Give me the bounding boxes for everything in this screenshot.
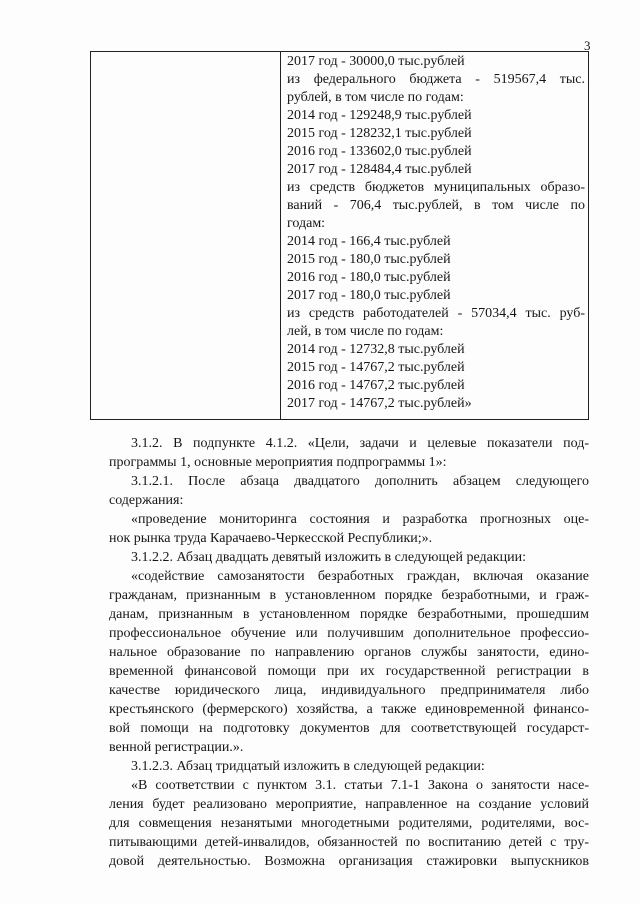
amendment-text <box>109 434 589 871</box>
paragraph-line: «содействие самозанятости безработных граждан, включая оказание <box>131 569 589 584</box>
paragraph-line: довой деятельностью. Возможна организация стажировки выпускников <box>109 854 589 869</box>
paragraph-line: 3.1.2. В подпункте 4.1.2. «Цели, задачи и целевые показатели под- <box>131 436 589 451</box>
table-line: 2014 год - 12732,8 тыс.рублей <box>287 342 465 357</box>
table-line: 2016 год - 133602,0 тыс.рублей <box>287 144 472 159</box>
table-line: 2017 год - 128484,4 тыс.рублей <box>287 162 472 177</box>
table-line: 2017 год - 14767,2 тыс.рублей» <box>287 396 472 411</box>
table-line: из федерального бюджета - 519567,4 тыс. <box>287 72 585 87</box>
paragraph-line: венной регистрации.». <box>109 740 244 755</box>
paragraph-line: «проведение мониторинга состояния и разработка прогнозных оце- <box>131 512 589 527</box>
paragraph-line: вой помощи на подготовку документов для соответствующей государст- <box>109 721 589 736</box>
paragraph-line: 3.1.2.3. Абзац тридцатый изложить в следующей редакции: <box>131 759 485 774</box>
paragraph-line: 3.1.2.2. Абзац двадцать девятый изложить в следующей редакции: <box>131 550 526 565</box>
paragraph-line: содержания: <box>109 493 184 508</box>
table-line: лей, в том числе по годам: <box>287 324 444 339</box>
table-line: 2015 год - 180,0 тыс.рублей <box>287 252 451 267</box>
table-line: из средств работодателей - 57034,4 тыс. руб- <box>287 306 585 321</box>
table-line: рублей, в том числе по годам: <box>287 90 464 105</box>
paragraph-line: профессиональное обучение или получившим дополнительное профессио- <box>109 626 589 641</box>
paragraph-line: питывающими детей-инвалидов, обязанностей по воспитанию детей с тру- <box>109 835 589 850</box>
paragraph-line: нальное образование по направлению органов службы занятости, едино- <box>109 645 589 660</box>
table-line: ваний - 706,4 тыс.рублей, в том числе по <box>287 198 585 213</box>
paragraph-line: гражданам, признанным в установленном порядке безработными, и граж- <box>109 588 589 603</box>
table-line: 2017 год - 180,0 тыс.рублей <box>287 288 451 303</box>
table-line: 2014 год - 166,4 тыс.рублей <box>287 234 451 249</box>
table-line: 2015 год - 14767,2 тыс.рублей <box>287 360 465 375</box>
table-line: 2016 год - 180,0 тыс.рублей <box>287 270 451 285</box>
paragraph-line: качестве юридического лица, индивидуального предпринимателя либо <box>109 683 589 698</box>
paragraph-line: временной финансовой помощи при их государственной регистрации в <box>109 664 589 679</box>
table-line: 2015 год - 128232,1 тыс.рублей <box>287 126 472 141</box>
table-line: 2017 год - 30000,0 тыс.рублей <box>287 54 465 69</box>
funding-table <box>90 51 589 420</box>
paragraph-line: «В соответствии с пунктом 3.1. статьи 7.1-1 Закона о занятости насе- <box>131 778 589 793</box>
paragraph-line: для совмещения незанятыми многодетными родителями, родителями, вос- <box>109 816 589 831</box>
paragraph-line: программы 1, основные мероприятия подпрограммы 1»: <box>109 455 447 470</box>
funding-table-cell <box>287 53 585 413</box>
table-column-divider <box>280 52 281 419</box>
paragraph-line: 3.1.2.1. После абзаца двадцатого дополнить абзацем следующего <box>131 474 589 489</box>
table-line: из средств бюджетов муниципальных образо- <box>287 180 585 195</box>
table-line: 2014 год - 129248,9 тыс.рублей <box>287 108 472 123</box>
table-line: 2016 год - 14767,2 тыс.рублей <box>287 378 465 393</box>
page-number: 3 <box>584 38 591 53</box>
paragraph-line: данам, признанным в установленном порядке безработными, прошедшим <box>109 607 589 622</box>
table-line: годам: <box>287 216 326 231</box>
paragraph-line: крестьянского (фермерского) хозяйства, а также единовременной финансо- <box>109 702 589 717</box>
paragraph-line: ления будет реализовано мероприятие, направленное на создание условий <box>109 797 589 812</box>
paragraph-line: нок рынка труда Карачаево-Черкесской Республики;». <box>109 531 433 546</box>
